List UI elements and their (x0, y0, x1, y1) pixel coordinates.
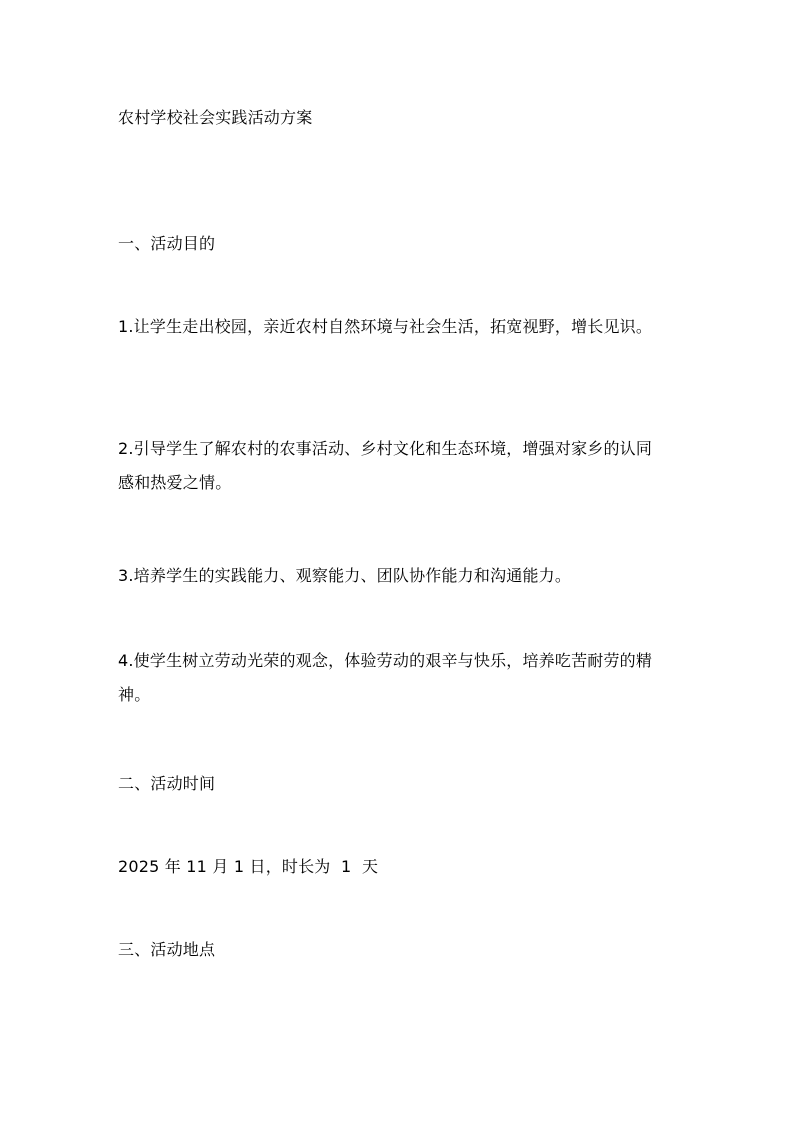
purpose-item-2: 2.引导学生了解农村的农事活动、乡村文化和生态环境，增强对家乡的认同感和热爱之情。 (118, 439, 653, 492)
purpose-item-4: 4.使学生树立劳动光荣的观念，体验劳动的艰辛与快乐，培养吃苦耐劳的精神。 (118, 651, 653, 704)
activity-time-text: 2025 年 11 月 1 日，时长为 1 天 (118, 857, 379, 876)
purpose-item-1: 1.让学生走出校园，亲近农村自然环境与社会生活，拓宽视野，增长见识。 (118, 317, 653, 336)
purpose-item-3: 3.培养学生的实践能力、观察能力、团队协作能力和沟通能力。 (118, 566, 572, 585)
document-title: 农村学校社会实践活动方案 (118, 108, 313, 127)
section-heading-time: 二、活动时间 (118, 774, 216, 793)
section-heading-location: 三、活动地点 (118, 940, 216, 959)
section-heading-purpose: 一、活动目的 (118, 234, 216, 253)
